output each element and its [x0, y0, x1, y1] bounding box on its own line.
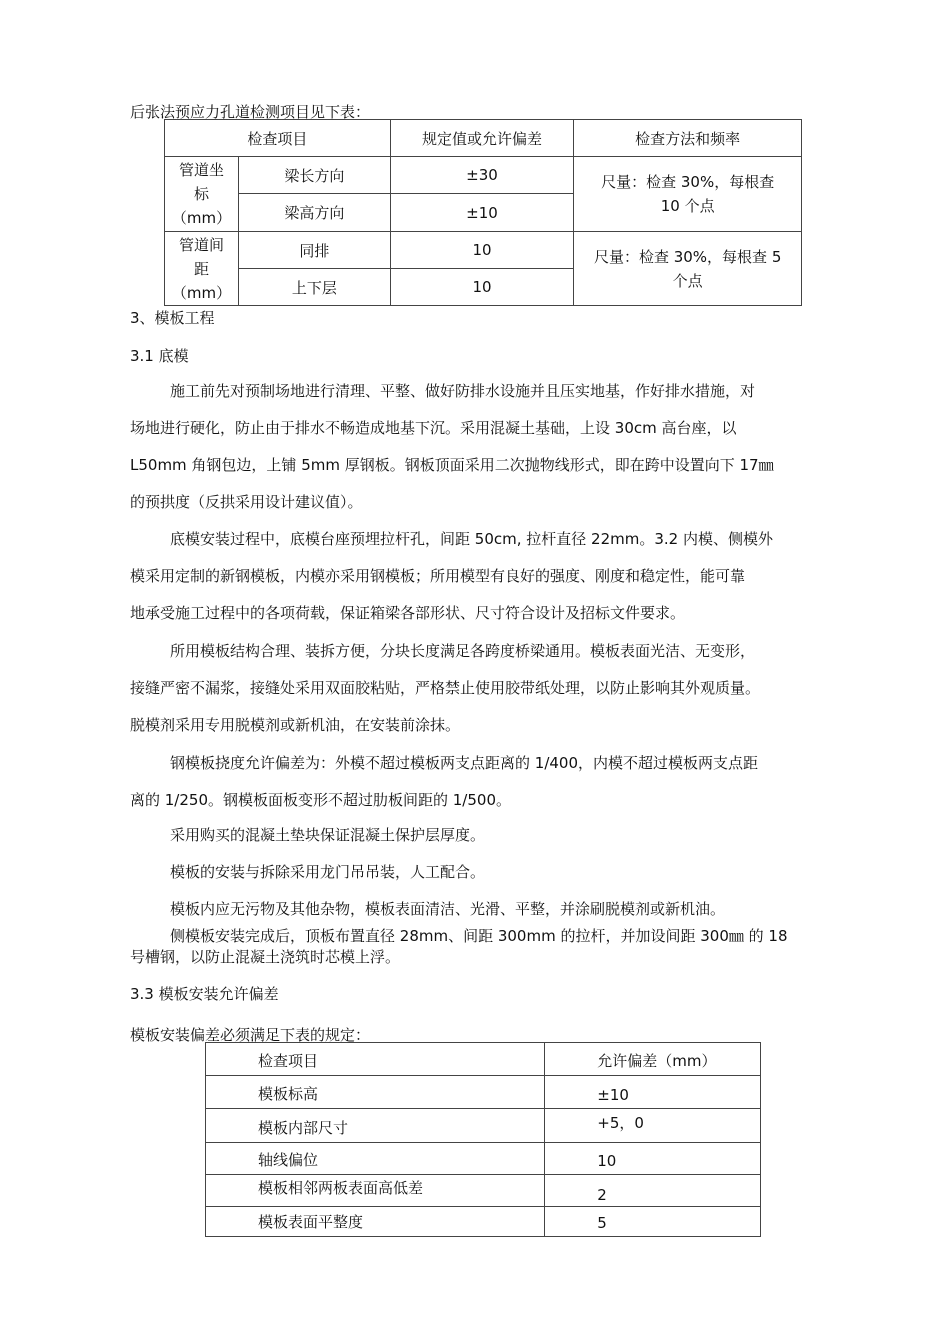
- paragraph-1: [130, 373, 840, 521]
- group-name-line: 距: [193, 259, 209, 278]
- method-cell: [574, 232, 802, 306]
- row-value: ±30: [390, 157, 574, 194]
- formwork-deviation-table: [205, 1042, 761, 1237]
- paragraph-4: [130, 745, 840, 819]
- method-line: 10 个点: [660, 197, 715, 215]
- group-name-line: 管道坐: [178, 161, 224, 179]
- paragraph-8-line-2: 号槽钢，以防止混凝土浇筑时芯模上浮。: [130, 948, 401, 966]
- row-item: 模板内部尺寸: [206, 1109, 545, 1143]
- section-heading-3-3: 3.3 模板安装允许偏差: [130, 985, 279, 1003]
- group-duct-spacing: [165, 232, 239, 306]
- section-heading-3: 3、模板工程: [130, 309, 215, 327]
- text-line: 所用模板结构合理、装拆方便，分块长度满足各跨度桥梁通用。模板表面光洁、无变形，: [170, 642, 756, 660]
- row-item: 模板标高: [206, 1076, 545, 1109]
- row-value: 10: [545, 1143, 761, 1175]
- text-line: 离的 1/250。钢模板面板变形不超过肋板间距的 1/500。: [130, 791, 511, 809]
- row-item: 轴线偏位: [206, 1143, 545, 1175]
- text-line: 场地进行硬化，防止由于排水不畅造成地基下沉。采用混凝土基础，上设 30cm 高台座，以: [130, 419, 737, 437]
- header-check-item: 检查项目: [206, 1043, 545, 1076]
- row-value: ±10: [545, 1076, 761, 1109]
- paragraph-6: 模板的安装与拆除采用龙门吊吊装，人工配合。: [170, 863, 486, 881]
- header-check-item: 检查项目: [165, 120, 391, 157]
- row-item: 梁长方向: [238, 157, 390, 194]
- row-item: 上下层: [238, 269, 390, 306]
- text-line: 脱模剂采用专用脱模剂或新机油，在安装前涂抹。: [130, 716, 461, 734]
- header-allowed-deviation: 允许偏差（mm）: [545, 1043, 761, 1076]
- method-line: 尺量：检查 30%，每根查 5: [593, 247, 782, 266]
- row-value: 2: [545, 1175, 761, 1207]
- group-duct-coordinate: [165, 157, 239, 232]
- row-item: 同排: [238, 232, 390, 269]
- text-line: 底模安装过程中，底模台座预埋拉杆孔，间距 50cm, 拉杆直径 22mm。3.2 内模、侧模外: [170, 530, 773, 548]
- group-name-line: 管道间: [178, 235, 224, 254]
- paragraph-3: [130, 633, 840, 744]
- row-value: 10: [390, 269, 574, 306]
- row-value: +5，0: [545, 1109, 761, 1143]
- text-line: L50mm 角钢包边，上铺 5mm 厚钢板。钢板顶面采用二次抛物线形式，即在跨中设置向下 17㎜: [130, 456, 774, 474]
- paragraph-2: [130, 521, 840, 632]
- method-line: 个点: [672, 271, 703, 290]
- method-cell: [574, 157, 802, 232]
- group-name-line: 标: [193, 185, 209, 203]
- prestress-duct-table: [164, 119, 802, 306]
- row-value: ±10: [390, 194, 574, 232]
- text-line: 地承受施工过程中的各项荷载，保证箱梁各部形状、尺寸符合设计及招标文件要求。: [130, 604, 686, 622]
- row-item: 梁高方向: [238, 194, 390, 232]
- paragraph-5: 采用购买的混凝土垫块保证混凝土保护层厚度。: [170, 826, 486, 844]
- row-item: 模板表面平整度: [206, 1207, 545, 1237]
- row-item: 模板相邻两板表面高低差: [206, 1175, 545, 1207]
- text-line: 模采用定制的新钢模板，内模亦采用钢模板；所用模型有良好的强度、刚度和稳定性，能可靠: [130, 567, 746, 585]
- text-line: 的预拱度（反拱采用设计建议值）。: [130, 493, 363, 511]
- table1-intro: 后张法预应力孔道检测项目见下表：: [130, 103, 371, 121]
- row-value: 10: [390, 232, 574, 269]
- group-name-line: （mm）: [171, 283, 232, 302]
- header-allowed-deviation: 规定值或允许偏差: [390, 120, 574, 157]
- method-line: 尺量：检查 30%，每根查: [601, 173, 775, 191]
- header-check-method: 检查方法和频率: [574, 120, 802, 157]
- section-heading-3-1: 3.1 底模: [130, 347, 189, 365]
- text-line: 接缝严密不漏浆，接缝处采用双面胶粘贴，严格禁止使用胶带纸处理，以防止影响其外观质量。: [130, 679, 761, 697]
- text-line: 施工前先对预制场地进行清理、平整、做好防排水设施并且压实地基，作好排水措施，对: [170, 382, 756, 400]
- row-value: 5: [545, 1207, 761, 1237]
- paragraph-7: 模板内应无污物及其他杂物，模板表面清洁、光滑、平整，并涂刷脱模剂或新机油。: [170, 900, 726, 918]
- group-name-line: （mm）: [171, 209, 232, 227]
- text-line: 钢模板挠度允许偏差为：外模不超过模板两支点距离的 1/400，内模不超过模板两支点距: [170, 754, 758, 772]
- table2-intro: 模板安装偏差必须满足下表的规定：: [130, 1026, 371, 1044]
- paragraph-8-line-1: 侧模板安装完成后，顶板布置直径 28mm、间距 300mm 的拉杆，并加设间距 300㎜ 的 18: [170, 927, 788, 945]
